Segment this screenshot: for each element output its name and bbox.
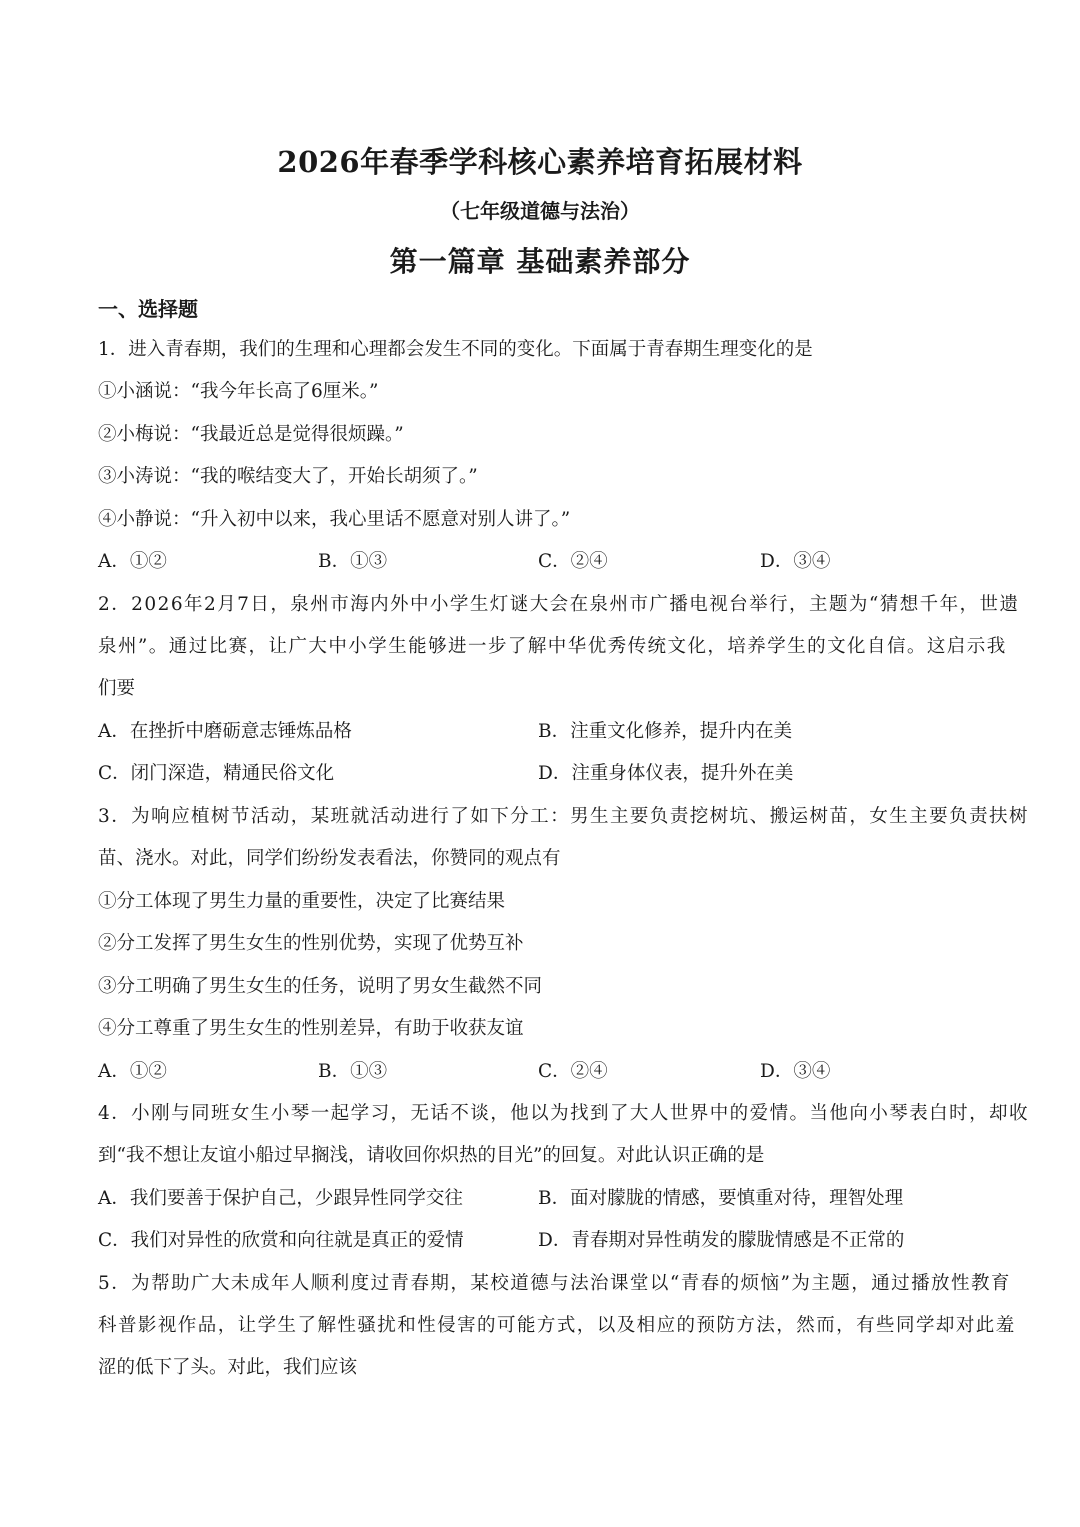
- q2-option-b: B．注重文化修养，提升内在美: [538, 721, 793, 742]
- q3-option-d: D．③④: [760, 1061, 831, 1082]
- document-title: 2026年春季学科核心素养培育拓展材料: [277, 145, 803, 179]
- q1-stem: 1．进入青春期，我们的生理和心理都会发生不同的变化。下面属于青春期生理变化的是: [98, 339, 813, 360]
- q4-option-a: A．我们要善于保护自己，少跟异性同学交往: [98, 1188, 463, 1209]
- q4-option-c: C．我们对异性的欣赏和向往就是真正的爱情: [98, 1230, 464, 1251]
- q2-option-c: C．闭门深造，精通民俗文化: [98, 763, 335, 784]
- q1-item-1: ①小涵说：“我今年长高了6厘米。”: [98, 381, 379, 402]
- q1-option-c: C．②④: [538, 551, 608, 572]
- q3-item-4: ④分工尊重了男生女生的性别差异，有助于收获友谊: [98, 1018, 524, 1039]
- q3-item-2: ②分工发挥了男生女生的性别优势，实现了优势互补: [98, 933, 524, 954]
- q4-option-d: D．青春期对异性萌发的朦胧情感是不正常的: [538, 1230, 905, 1251]
- chapter-heading: 第一篇章 基础素养部分: [389, 245, 691, 278]
- q1-item-3: ③小涛说：“我的喉结变大了，开始长胡须了。”: [98, 466, 478, 487]
- q1-option-b: B．①③: [318, 551, 388, 572]
- q2-option-a: A．在挫折中磨砺意志锤炼品格: [98, 721, 352, 742]
- section-heading: 一、选择题: [98, 297, 198, 321]
- q3-option-a: A．①②: [98, 1061, 167, 1082]
- q1-item-4: ④小静说：“升入初中以来，我心里话不愿意对别人讲了。”: [98, 509, 571, 530]
- q3-item-1: ①分工体现了男生力量的重要性，决定了比赛结果: [98, 891, 506, 912]
- q2-option-d: D．注重身体仪表，提升外在美: [538, 763, 794, 784]
- q2-stem-line-1: 2．2026年2月7日，泉州市海内外中小学生灯谜大会在泉州市广播电视台举行，主题为“猜想千年，世遗: [98, 594, 1020, 615]
- q4-stem-line-1: 4．小刚与同班女生小琴一起学习，无话不谈，他以为找到了大人世界中的爱情。当他向小琴表白时，却收: [98, 1103, 1029, 1124]
- document-subtitle: （七年级道德与法治）: [440, 199, 640, 223]
- q3-option-c: C．②④: [538, 1061, 608, 1082]
- q3-stem-line-1: 3．为响应植树节活动，某班就活动进行了如下分工：男生主要负责挖树坑、搬运树苗，女生主要负责扶树: [98, 806, 1029, 827]
- q2-stem-line-3: 们要: [98, 678, 136, 699]
- q3-stem-line-2: 苗、浇水。对此，同学们纷纷发表看法，你赞同的观点有: [98, 848, 561, 869]
- q5-stem-line-1: 5．为帮助广大未成年人顺利度过青春期，某校道德与法治课堂以“青春的烦恼”为主题，通过播放性教育: [98, 1273, 1011, 1294]
- q4-stem-line-2: 到“我不想让友谊小船过早搁浅，请收回你炽热的目光”的回复。对此认识正确的是: [98, 1145, 765, 1166]
- q4-option-b: B．面对朦胧的情感，要慎重对待，理智处理: [538, 1188, 904, 1209]
- q1-item-2: ②小梅说：“我最近总是觉得很烦躁。”: [98, 424, 404, 445]
- q2-stem-line-2: 泉州”。通过比赛，让广大中小学生能够进一步了解中华优秀传统文化，培养学生的文化自信。这启示我: [98, 636, 1007, 657]
- q1-option-a: A．①②: [98, 551, 167, 572]
- q3-option-b: B．①③: [318, 1061, 388, 1082]
- q3-item-3: ③分工明确了男生女生的任务，说明了男女生截然不同: [98, 976, 543, 997]
- q5-stem-line-2: 科普影视作品，让学生了解性骚扰和性侵害的可能方式，以及相应的预防方法，然而，有些同学却对此羞: [98, 1315, 1016, 1336]
- q5-stem-line-3: 涩的低下了头。对此，我们应该: [98, 1357, 358, 1378]
- q1-option-d: D．③④: [760, 551, 831, 572]
